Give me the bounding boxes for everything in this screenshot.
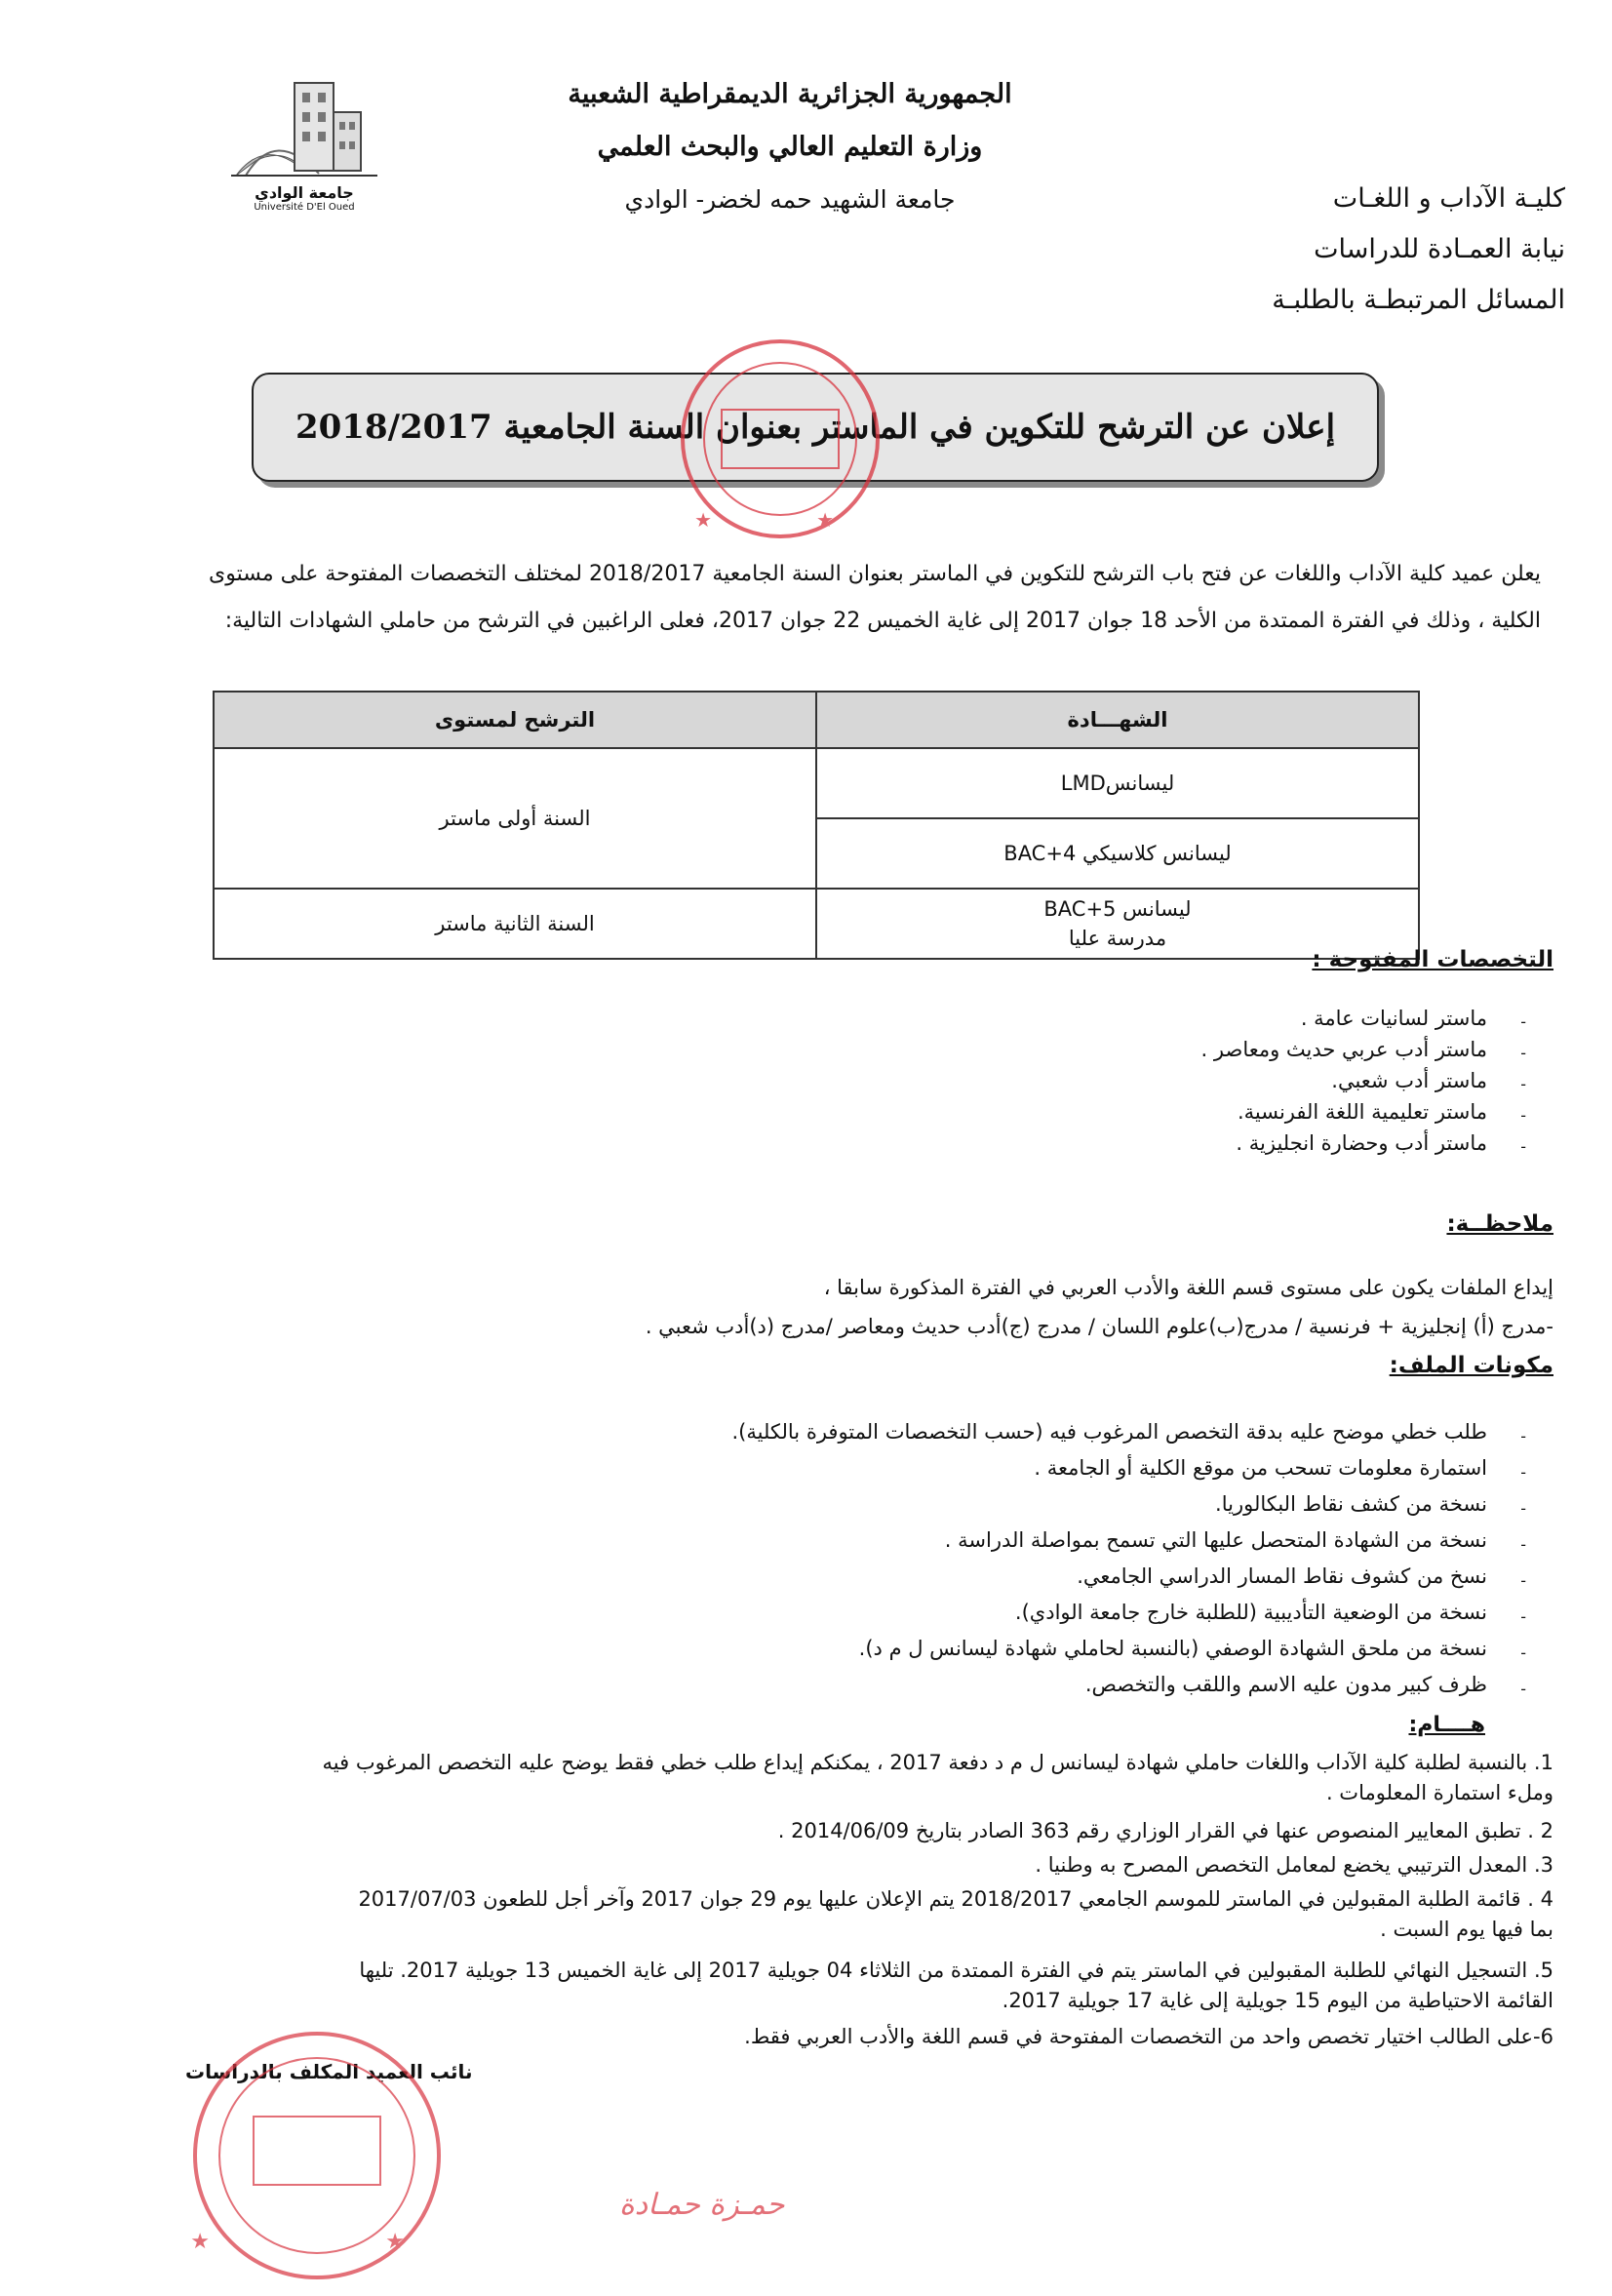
certificates-table [213, 691, 1420, 960]
intro-line-2: الكلية ، وذلك في الفترة الممتدة من الأحد 18 جوان 2017 إلى غاية الخميس 22 جوان 2017، فعلى الراغبين في الترشح من حاملي الشهادات التالية: [224, 609, 1541, 633]
important-item-4 [91, 1884, 1553, 1945]
table-row [214, 889, 1419, 959]
list-item: - نسخة من الوضعية التأديبية (للطلبة خارج جامعة الوادي). [732, 1595, 1527, 1631]
certificate-line-2: مدرسة عليا [1068, 927, 1167, 950]
list-item: - نسخ من كشوف نقاط المسار الدراسي الجامعي. [732, 1559, 1527, 1595]
svg-text:★: ★ [190, 2230, 210, 2254]
page-title: إعلان عن الترشح للتكوين في الماستر بعنوان السنة الجامعية 2018/2017 [295, 408, 1336, 447]
svg-text:★: ★ [694, 508, 712, 532]
column-header-certificate: الشهـــادة [816, 692, 1419, 748]
table-cell-level: السنة الثانية ماستر [214, 889, 816, 959]
university-name: جامعة الشهيد حمه لخضر- الوادي [624, 185, 956, 214]
svg-text:★: ★ [385, 2230, 405, 2254]
important-item-4-line-2: بما فيها يوم السبت . [1380, 1918, 1553, 1941]
intro-paragraph [88, 551, 1541, 645]
logo-subtitle: Université D'El Oued [254, 202, 355, 213]
column-header-level: الترشح لمستوى [214, 692, 816, 748]
list-item: - نسخة من الشهادة المتحصل عليها التي تسمح بمواصلة الدراسة . [732, 1523, 1527, 1559]
specialties-list [1201, 1003, 1526, 1159]
official-stamp-top [663, 332, 975, 546]
important-item-2: 2 . تطبق المعايير المنصوص عنها في القرار الوزاري رقم 363 الصادر بتاريخ 2014/06/09 . [777, 1819, 1553, 1842]
list-item: - ماستر تعليمية اللغة الفرنسية. [1201, 1096, 1526, 1128]
logo-text: جامعة الوادي [255, 183, 354, 202]
important-heading: هــــام: [1408, 1713, 1485, 1737]
important-item-4-line-1: 4 . قائمة الطلبة المقبولين في الماستر للموسم الجامعي 2018/2017 يتم الإعلان عليها يوم 29 جوان 2017 وآخر أجل للطعون 2017/07/03 [358, 1887, 1553, 1911]
list-item: - استمارة معلومات تسحب من موقع الكلية أو الجامعة . [732, 1450, 1527, 1486]
header-right [1156, 174, 1565, 326]
list-item: - نسخة من ملحق الشهادة الوصفي (بالنسبة لحاملي شهادة ليسانس ل م د). [732, 1631, 1527, 1667]
note-line-1: إيداع الملفات يكون على مستوى قسم اللغة والأدب العربي في الفترة المذكورة سابقا ، [823, 1276, 1553, 1299]
important-item-5 [91, 1956, 1553, 2016]
important-item-1-line-2: وملء استمارة المعلومات . [1325, 1781, 1553, 1804]
signature-name: حمـزة حمـادة [619, 2188, 785, 2222]
specialties-heading: التخصصات المفتوحة : [1312, 947, 1553, 972]
republic-name: الجمهورية الجزائرية الديمقراطية الشعبية [568, 79, 1012, 109]
file-heading: مكونات الملف: [1389, 1353, 1553, 1378]
important-item-1 [91, 1748, 1553, 1808]
faculty-name: كليـة الآداب و اللغـات [1332, 183, 1565, 214]
intro-line-1: يعلن عميد كلية الآداب واللغات عن فتح باب الترشح للتكوين في الماستر بعنوان السنة الجامعية 2018/2017 لمختلف التخصصات المفتوحة على مستوى [208, 562, 1541, 586]
important-item-5-line-1: 5. التسجيل النهائي للطلبة المقبولين في الماستر يتم في الفترة الممتدة من الثلاثاء 04 جويلية 2017 إلى غاية الخميس 13 جويلية 2017. تليها [359, 1959, 1553, 1982]
list-item: - ماستر أدب وحضارة انجليزية . [1201, 1128, 1526, 1159]
table-cell-certificate: ليسانس كلاسيكي BAC+4 [816, 818, 1419, 889]
file-components-list [732, 1414, 1527, 1703]
list-item: - ماستر أدب عربي حديث ومعاصر . [1201, 1034, 1526, 1065]
list-item: - ظرف كبير مدون عليه الاسم واللقب والتخصص. [732, 1667, 1527, 1703]
svg-text:★: ★ [816, 508, 834, 532]
signature-title: نائب العميد المكلف بالدراسات [185, 2060, 473, 2083]
list-item: - نسخة من كشف نقاط البكالوريا. [732, 1486, 1527, 1523]
student-affairs: المسائل المرتبطـة بالطلبـة [1272, 285, 1565, 315]
list-item: - ماستر لسانيات عامة . [1201, 1003, 1526, 1034]
ministry-name: وزارة التعليم العالي والبحث العلمي [597, 132, 983, 162]
table-cell-level: السنة أولى ماستر [214, 748, 816, 889]
important-item-1-line-1: 1. بالنسبة لطلبة كلية الآداب واللغات حاملي شهادة ليسانس ل م د دفعة 2017 ، يمكنكم إيداع طلب خطي فقط يوضح عليه التخصص المرغوب فيه [322, 1751, 1553, 1774]
important-item-5-line-2: القائمة الاحتياطية من اليوم 15 جويلية إلى غاية 17 جويلية 2017. [1002, 1989, 1553, 2012]
deanship-name: نيابة العمـادة للدراسات [1314, 234, 1565, 264]
note-heading: ملاحظــة: [1446, 1211, 1553, 1237]
table-cell-certificate: ليسانسLMD [816, 748, 1419, 818]
important-item-6: 6-على الطالب اختيار تخصص واحد من التخصصات المفتوحة في قسم اللغة والأدب العربي فقط. [744, 2025, 1553, 2048]
header-center [546, 68, 1034, 226]
list-item: - طلب خطي موضح عليه بدقة التخصص المرغوب فيه (حسب التخصصات المتوفرة بالكلية). [732, 1414, 1527, 1450]
note-line-2: -مدرج (أ) إنجليزية + فرنسية / مدرج(ب)علوم اللسان / مدرج (ج)أدب حديث ومعاصر /مدرج (د)أدب شعبي . [645, 1315, 1553, 1338]
official-stamp-bottom [171, 2009, 785, 2292]
important-item-3: 3. المعدل الترتيبي يخضع لمعامل التخصص المصرح به وطنيا . [1035, 1853, 1553, 1877]
list-item: - ماستر أدب شعبي. [1201, 1065, 1526, 1096]
table-row [214, 748, 1419, 818]
certificate-line-1: ليسانس BAC+5 [1043, 897, 1192, 921]
